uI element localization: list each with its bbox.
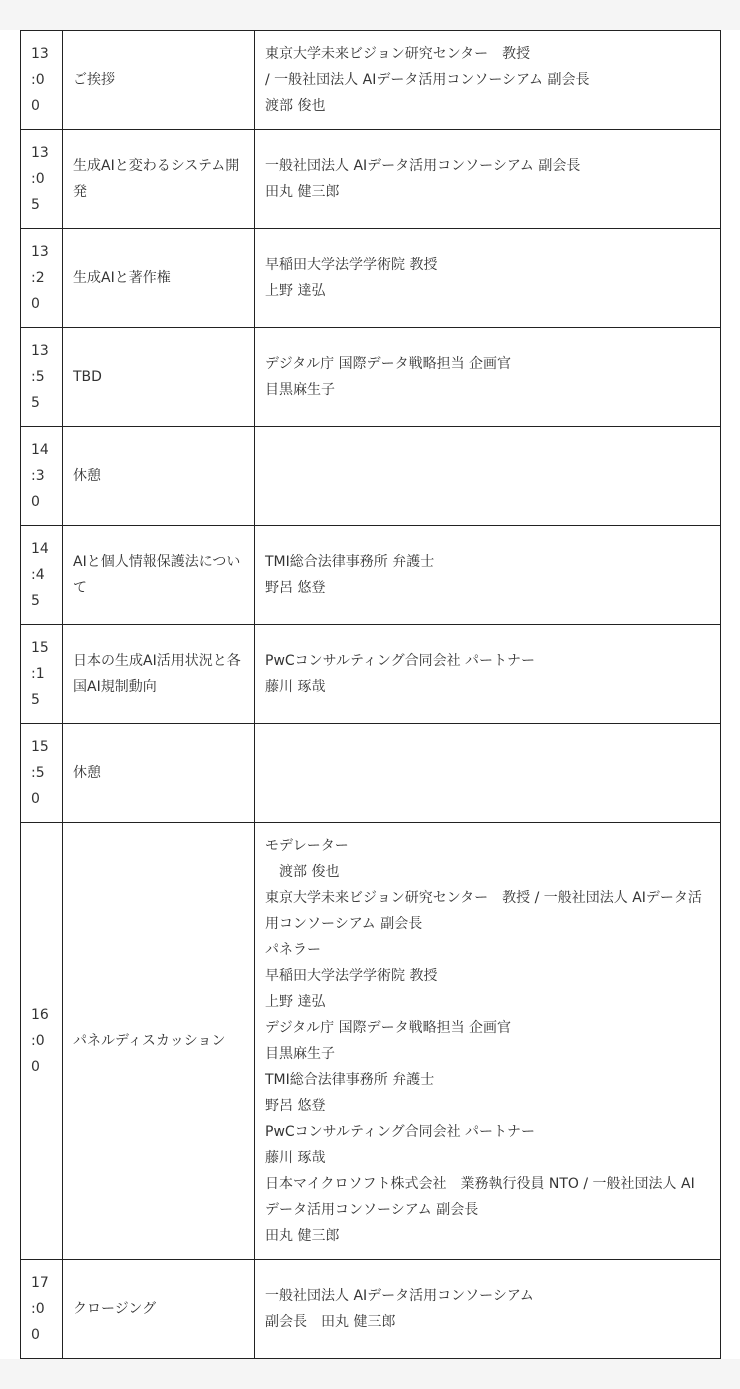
time-cell: 13 :2 0 — [21, 229, 63, 328]
speaker-cell: 早稲田大学法学学術院 教授 上野 達弘 — [255, 229, 721, 328]
speaker-cell — [255, 427, 721, 526]
speaker-cell: 東京大学未来ビジョン研究センター 教授 / 一般社団法人 AIデータ活用コンソーシアム 副会長 渡部 俊也 — [255, 31, 721, 130]
time-cell: 16 :0 0 — [21, 823, 63, 1260]
agenda-sheet — [0, 30, 740, 1359]
table-row — [21, 130, 721, 229]
session-title: 日本の生成AI活用状況と各国AI規制動向 — [63, 625, 255, 724]
table-row — [21, 526, 721, 625]
session-title: クロージング — [63, 1260, 255, 1359]
table-row — [21, 229, 721, 328]
session-title: 生成AIと変わるシステム開発 — [63, 130, 255, 229]
session-title: ご挨拶 — [63, 31, 255, 130]
agenda-table — [20, 30, 721, 1359]
table-row — [21, 328, 721, 427]
time-cell: 14 :3 0 — [21, 427, 63, 526]
time-cell: 15 :5 0 — [21, 724, 63, 823]
speaker-cell: 一般社団法人 AIデータ活用コンソーシアム 副会長 田丸 健三郎 — [255, 130, 721, 229]
time-cell: 13 :0 5 — [21, 130, 63, 229]
table-row — [21, 823, 721, 1260]
time-cell: 14 :4 5 — [21, 526, 63, 625]
session-title: TBD — [63, 328, 255, 427]
table-row — [21, 31, 721, 130]
session-title: 休憩 — [63, 427, 255, 526]
time-cell: 17 :0 0 — [21, 1260, 63, 1359]
session-title: 生成AIと著作権 — [63, 229, 255, 328]
time-cell: 15 :1 5 — [21, 625, 63, 724]
speaker-cell — [255, 724, 721, 823]
table-row — [21, 427, 721, 526]
speaker-cell: デジタル庁 国際データ戦略担当 企画官 目黒麻生子 — [255, 328, 721, 427]
time-cell: 13 :0 0 — [21, 31, 63, 130]
session-title: 休憩 — [63, 724, 255, 823]
speaker-cell: モデレーター 渡部 俊也 東京大学未来ビジョン研究センター 教授 / 一般社団法人 AIデータ活用コンソーシアム 副会長 パネラー 早稲田大学法学学術院 教授 上野 達弘 デジタル庁 国際データ戦略担当 企画官 目黒麻生子 TMI総合法律事務所 弁護士 野呂 悠登 PwCコンサルティング合同会社 パートナー 藤川 琢哉 日本マイクロソフト株式会社 業務執行役員 NTO / 一般社団法人 AIデータ活用コンソーシアム 副会長 田丸 健三郎 — [255, 823, 721, 1260]
table-row — [21, 1260, 721, 1359]
table-row — [21, 724, 721, 823]
speaker-cell: TMI総合法律事務所 弁護士 野呂 悠登 — [255, 526, 721, 625]
time-cell: 13 :5 5 — [21, 328, 63, 427]
speaker-cell: PwCコンサルティング合同会社 パートナー 藤川 琢哉 — [255, 625, 721, 724]
table-row — [21, 625, 721, 724]
speaker-cell: 一般社団法人 AIデータ活用コンソーシアム 副会長 田丸 健三郎 — [255, 1260, 721, 1359]
session-title: パネルディスカッション — [63, 823, 255, 1260]
session-title: AIと個人情報保護法について — [63, 526, 255, 625]
